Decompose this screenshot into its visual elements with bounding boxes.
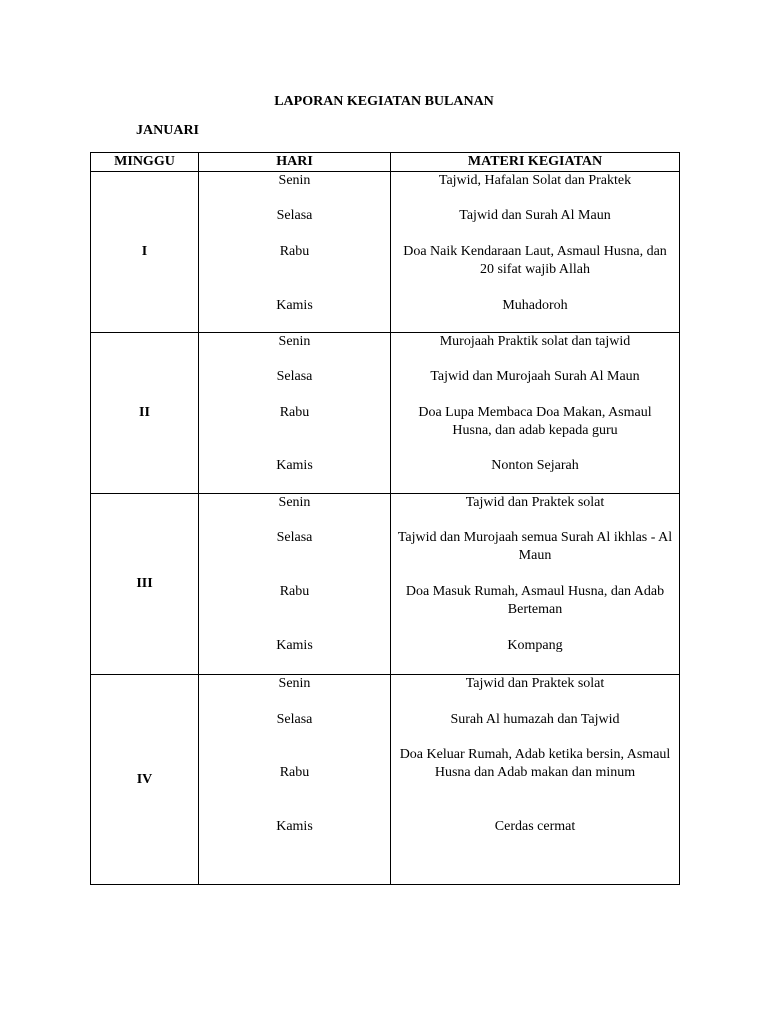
week-label: IV <box>91 675 199 885</box>
day-cell: Rabu <box>279 765 310 780</box>
table-row <box>91 494 680 675</box>
table-row <box>91 172 680 333</box>
material-cell: Nonton Sejarah <box>491 458 579 473</box>
day-cell: Senin <box>278 676 311 691</box>
material-cell: Tajwid, Hafalan Solat dan Praktek <box>438 173 632 188</box>
material-cell: Tajwid dan Murojaah semua Surah Al ikhlas - Al Maun <box>397 530 673 563</box>
material-column <box>391 333 680 494</box>
day-cell: Kamis <box>276 298 313 313</box>
day-column <box>199 675 391 885</box>
day-cell: Kamis <box>276 819 313 834</box>
day-cell: Senin <box>278 495 311 510</box>
day-cell: Selasa <box>276 712 313 727</box>
week-label: II <box>91 333 199 494</box>
material-cell: Kompang <box>507 638 563 653</box>
week-label: III <box>91 494 199 675</box>
activity-table <box>90 152 680 885</box>
material-cell: Surah Al humazah dan Tajwid <box>450 712 620 727</box>
material-column <box>391 494 680 675</box>
material-cell: Tajwid dan Murojaah Surah Al Maun <box>430 369 640 384</box>
day-cell: Kamis <box>276 458 313 473</box>
day-cell: Selasa <box>276 530 313 545</box>
header-materi-kegiatan: MATERI KEGIATAN <box>391 153 680 172</box>
material-cell: Tajwid dan Praktek solat <box>465 495 605 510</box>
material-cell: Cerdas cermat <box>494 819 576 834</box>
material-cell: Tajwid dan Praktek solat <box>465 676 605 691</box>
day-cell: Rabu <box>279 244 310 259</box>
day-column <box>199 494 391 675</box>
week-label: I <box>91 172 199 333</box>
table-row <box>91 675 680 885</box>
day-cell: Selasa <box>276 208 313 223</box>
day-cell: Kamis <box>276 638 313 653</box>
table-header-row <box>91 153 680 172</box>
month-label: JANUARI <box>136 123 199 138</box>
material-column <box>391 172 680 333</box>
day-cell: Senin <box>278 334 311 349</box>
day-column <box>199 172 391 333</box>
header-minggu: MINGGU <box>91 153 199 172</box>
day-cell: Rabu <box>279 405 310 420</box>
day-cell: Senin <box>278 173 311 188</box>
material-cell: Murojaah Praktik solat dan tajwid <box>439 334 631 349</box>
table-row <box>91 333 680 494</box>
material-cell: Doa Naik Kendaraan Laut, Asmaul Husna, dan 20 sifat wajib Allah <box>403 244 667 277</box>
material-cell: Doa Lupa Membaca Doa Makan, Asmaul Husna, dan adab kepada guru <box>418 405 652 438</box>
day-cell: Rabu <box>279 584 310 599</box>
material-cell: Doa Keluar Rumah, Adab ketika bersin, Asmaul Husna dan Adab makan dan minum <box>399 747 671 780</box>
header-hari: HARI <box>199 153 391 172</box>
material-cell: Muhadoroh <box>502 298 568 313</box>
material-cell: Tajwid dan Surah Al Maun <box>459 208 611 223</box>
material-column <box>391 675 680 885</box>
day-cell: Selasa <box>276 369 313 384</box>
material-cell: Doa Masuk Rumah, Asmaul Husna, dan Adab Berteman <box>405 584 665 617</box>
document-title: LAPORAN KEGIATAN BULANAN <box>274 94 494 109</box>
day-column <box>199 333 391 494</box>
